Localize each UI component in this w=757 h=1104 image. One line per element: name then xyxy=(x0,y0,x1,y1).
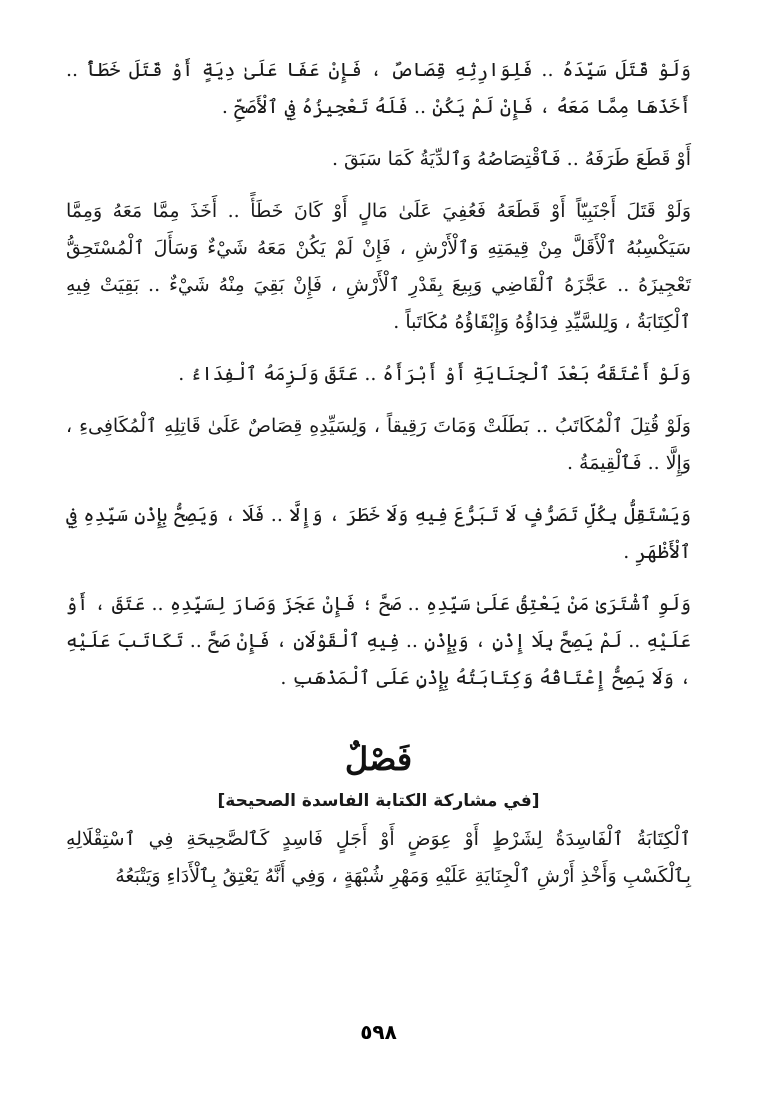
paragraph-killing-stranger: وَلَوْ قَتَلَ أَجْنَبِيّاً أَوْ قَطَعَهُ فَعُفِيَ عَلَىٰ مَالٍ أَوْ كَانَ خَطَأً .. أَخَذَ مِمَّا مَعَهُ وَمِمَّا سَيَكْسِبُهُ ٱلْأَقَلَّ مِنْ قِيمَتِهِ وَٱلْأَرْشِ ، فَإِنْ لَمْ يَكُنْ مَعَهُ شَيْءٌ وَسَأَلَ ٱلْمُسْتَحِقُّ تَعْجِيزَهُ .. عَجَّزَهُ ٱلْقَاضِي وَبِيعَ بِقَدْرِ ٱلْأَرْشِ ، فَإِنْ بَقِيَ مِنْهُ شَيْءٌ .. بَقِيَتْ فِيهِ ٱلْكِتَابَةُ ، وَلِلسَّيِّدِ فِدَاؤُهُ وَإِبْقَاؤُهُ مُكَاتَباً . xyxy=(66,200,691,333)
page-number: ٥٩٨ xyxy=(360,1020,397,1044)
paragraph-mukatab-killed: وَلَوْ قُتِلَ ٱلْمُكَاتَبُ .. بَطَلَتْ وَمَاتَ رَقِيقاً ، وَلِسَيِّدِهِ قِصَاصٌ عَلَىٰ قَاتِلِهِ ٱلْمُكَافِىءِ ، وَإِلَّا .. فَٱلْقِيمَةُ . xyxy=(66,415,691,474)
paragraph-invalid-kitaba: ٱلْكِتَابَةُ ٱلْفَاسِدَةُ لِشَرْطٍ أَوْ عِوَضٍ أَوْ أَجَلٍ فَاسِدٍ كَٱلصَّحِيحَةِ فِي ٱسْتِقْلَالِهِ بِٱلْكَسْبِ وَأَخْذِ أَرْشِ ٱلْجِنَايَةِ عَلَيْهِ وَمَهْرِ شُبْهَةٍ ، وَفِي أَنَّهُ يَعْتِقُ بِٱلْأَدَاءِ وَيَتْبَعُهُ xyxy=(66,828,691,887)
paragraph-killing-master: وَلَوْ قَتَلَ سَيِّدَهُ .. فَلِوَارِثِهِ قِصَاصٌ ، فَإِنْ عَفَا عَلَىٰ دِيَةٍ أَوْ قَتَلَ خَطَأً .. أَخَذَهَا مِمَّا مَعَهُ ، فَإِنْ لَمْ يَكُنْ .. فَلَهُ تَعْجِيزُهُ فِي ٱلْأَصَحِّ . xyxy=(66,59,691,118)
paragraph-buying-relative: وَلَوِ ٱشْتَرَىٰ مَنْ يَعْتِقُ عَلَىٰ سَيِّدِهِ .. صَحَّ ؛ فَإِنْ عَجَزَ وَصَارَ لِسَيِّدِهِ .. عَتَقَ ، أَوْ عَلَيْهِ .. لَمْ يَصِحَّ بِلَا إِذْنٍ ، وَبِإِذْنٍ .. فِيهِ ٱلْقَوْلَانِ ، فَإِنْ صَحَّ .. تَكَاتَبَ عَلَيْهِ ، وَلَا يَصِحُّ إِعْتَاقُهُ وَكِتَابَتُهُ بِإِذْنٍ عَلَى ٱلْمَذْهَبِ . xyxy=(66,593,691,689)
paragraph-cutting-limb: أَوْ قَطَعَ طَرَفَهُ .. فَٱقْتِصَاصُهُ وَٱلدِّيَةُ كَمَا سَبَقَ . xyxy=(331,148,691,170)
paragraph-manumission-after-crime: وَلَوْ أَعْتَقَهُ بَعْدَ ٱلْجِنَايَةِ أَوْ أَبْرَأَهُ .. عَتَقَ وَلَزِمَهُ ٱلْفِدَاءُ . xyxy=(178,363,691,385)
section-header xyxy=(66,739,691,815)
section-title: فَصْلٌ xyxy=(344,740,413,778)
paragraph-independent-dealings: وَيَسْتَقِلُّ بِكُلِّ تَصَرُّفٍ لَا تَبَرُّعَ فِيهِ وَلَا خَطَرَ ، وَإِلَّا .. فَلَا ، وَيَصِحُّ بِإِذْنِ سَيِّدِهِ فِي ٱلْأَظْهَرِ . xyxy=(66,504,691,563)
section-subheading: [في مشاركة الكتابة الفاسدة الصحيحة] xyxy=(217,791,540,811)
